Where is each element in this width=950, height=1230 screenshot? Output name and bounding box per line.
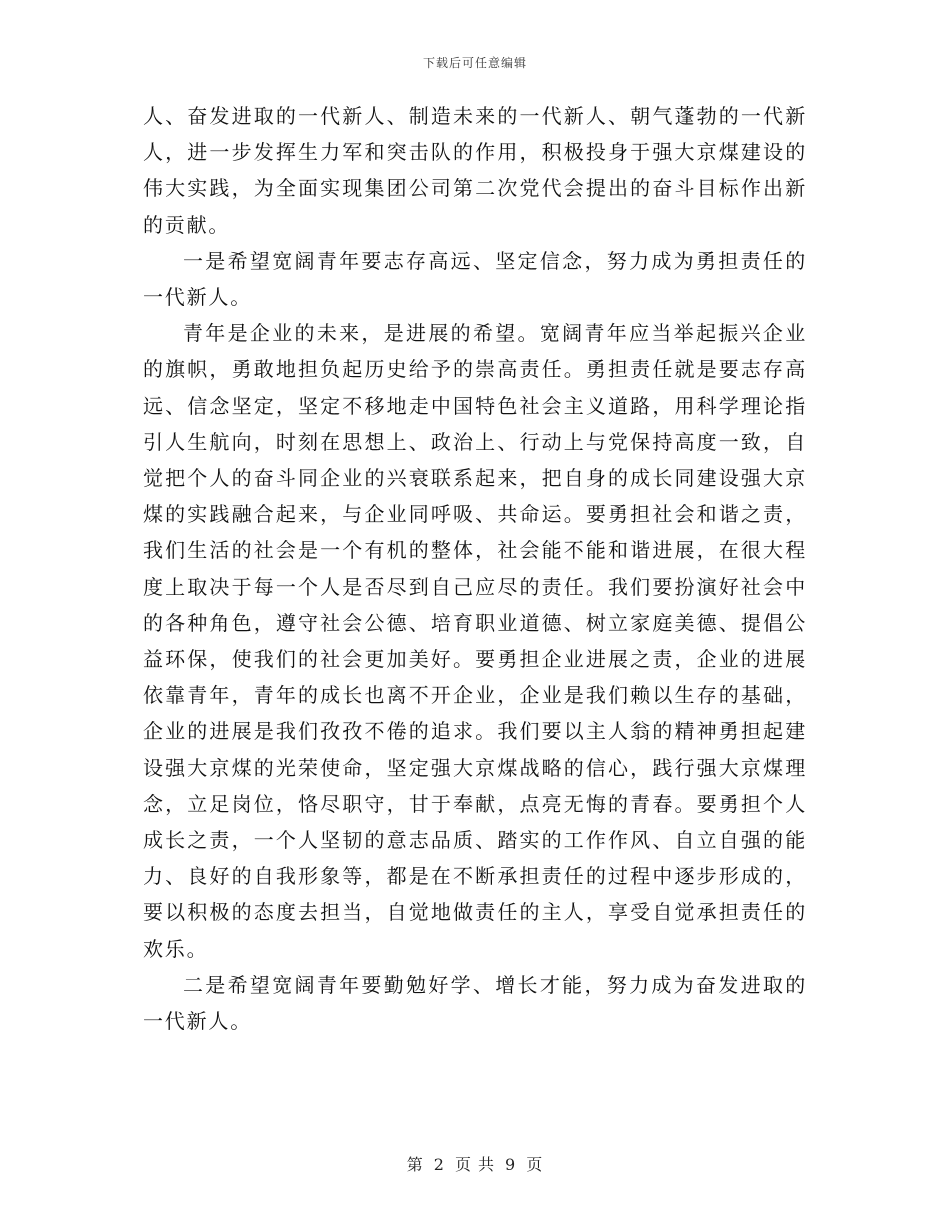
paragraph-point-two-heading: 二是希望宽阔青年要勤勉好学、增长才能，努力成为奋发进取的一代新人。: [143, 972, 807, 1034]
paragraph-point-one-body: 青年是企业的未来，是进展的希望。宽阔青年应当举起振兴企业的旗帜，勇敢地担负起历史给予的崇高责任。勇担责任就是要志存高远、信念坚定，坚定不移地走中国特色社会主义道路，用科学理论指引人生航向，时刻在思想上、政治上、行动上与党保持高度一致，自觉把个人的奋斗同企业的兴衰联系起来，把自身的成长同建设强大京煤的实践融合起来，与企业同呼吸、共命运。要勇担社会和谐之责，我们生活的社会是一个有机的整体，社会能不能和谐进展，在很大程度上取决于每一个人是否尽到自己应尽的责任。我们要扮演好社会中的各种角色，遵守社会公德、培育职业道德、树立家庭美德、提倡公益环保，使我们的社会更加美好。要勇担企业进展之责，企业的进展依靠青年，青年的成长也离不开企业，企业是我们赖以生存的基础，企业的进展是我们孜孜不倦的追求。我们要以主人翁的精神勇担起建设强大京煤的光荣使命，坚定强大京煤战略的信心，践行强大京煤理念，立足岗位，恪尽职守，甘于奉献，点亮无悔的青春。要勇担个人成长之责，一个人坚韧的意志品质、踏实的工作作风、自立自强的能力、良好的自我形象等，都是在不断承担责任的过程中逐步形成的，要以积极的态度去担当，自觉地做责任的主人，享受自觉承担责任的欢乐。: [143, 321, 807, 961]
footer-page-number: 2: [433, 1155, 445, 1174]
footer-prefix: 第: [406, 1155, 424, 1174]
paragraph-point-one-heading: 一是希望宽阔青年要志存高远、坚定信念，努力成为勇担责任的一代新人。: [143, 248, 807, 310]
footer-total-pages: 9: [505, 1155, 517, 1174]
document-body: [143, 98, 807, 1039]
footer-middle: 页 共: [454, 1155, 496, 1174]
page-footer: [0, 1152, 950, 1175]
paragraph-continuation: 人、奋发进取的一代新人、制造未来的一代新人、朝气蓬勃的一代新人，进一步发挥生力军和突击队的作用，积极投身于强大京煤建设的伟大实践，为全面实现集团公司第二次党代会提出的奋斗目标作出新的贡献。: [143, 104, 807, 237]
footer-suffix: 页: [526, 1155, 544, 1174]
header-note: 下载后可任意编辑: [422, 56, 527, 70]
